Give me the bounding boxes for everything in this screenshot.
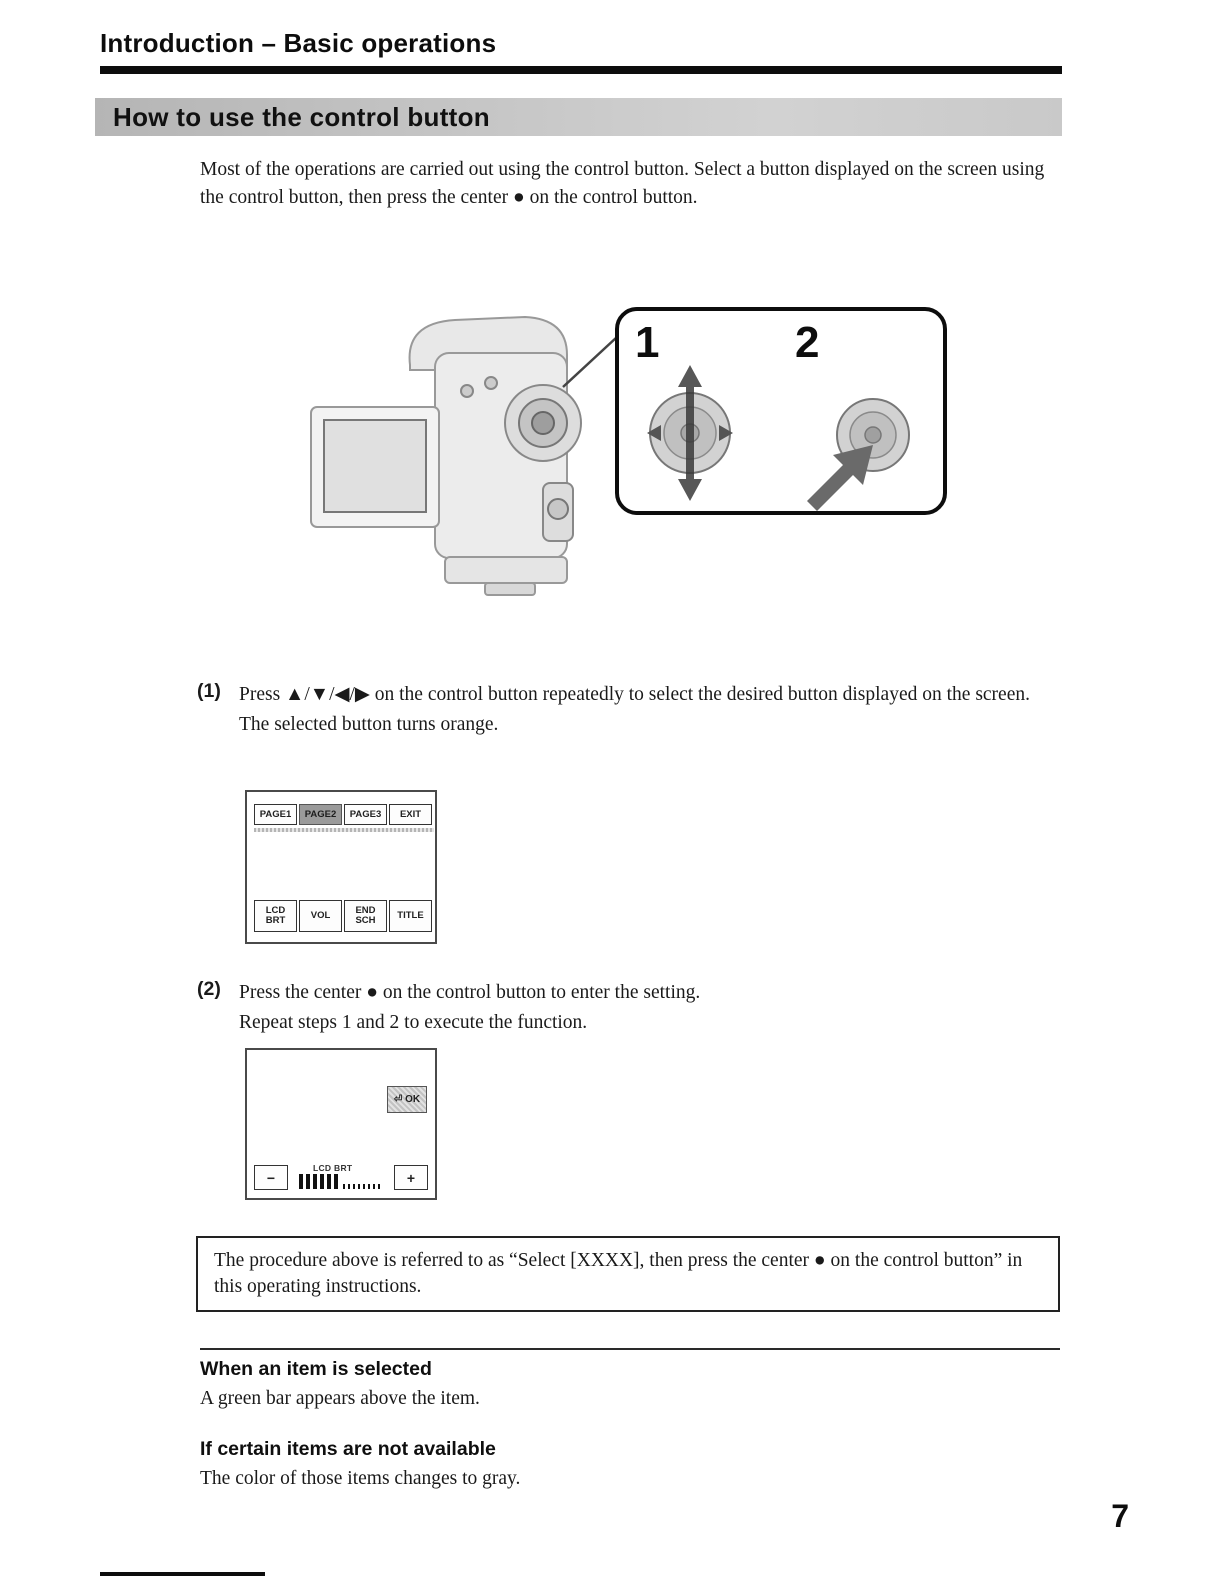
page1-button: PAGE1 [254,804,297,825]
meter-bars [299,1174,383,1189]
procedure-note-box: The procedure above is referred to as “Select [XXXX], then press the center ● on the control button” in this operating instructions. [196,1236,1060,1312]
camcorder-illustration [295,295,955,605]
step-2 [197,978,1059,1038]
step-1-text: Press ▲/▼/◀/▶ on the control button repeatedly to select the desired button displayed on the screen. [239,684,1030,705]
mockup2-adjust-row [254,1154,428,1190]
mockup1-top-row [254,804,432,825]
exit-button: EXIT [389,804,432,825]
end-sch-button: END SCH [344,900,387,932]
intro-paragraph: Most of the operations are carried out using the control button. Select a button displayed on the screen using the control button, then press the center ● on the control button. [200,159,1045,208]
step-1-number: (1) [197,680,221,702]
figure-step2-number: 2 [795,318,820,367]
camcorder-figure [295,295,955,605]
section-heading-bar [95,98,1062,136]
page2-button-selected: PAGE2 [299,804,342,825]
unavailable-text: The color of those items changes to gray. [200,1468,521,1489]
meter-bars-filled [299,1174,341,1189]
ok-button: ⏎ OK [387,1086,427,1113]
meter-label: LCD BRT [313,1163,353,1173]
mockup1-bottom-row [254,900,432,932]
mockup1-divider [254,828,434,832]
selected-heading: When an item is selected [200,1358,432,1380]
selected-text: A green bar appears above the item. [200,1388,480,1409]
unavailable-heading: If certain items are not available [200,1438,496,1460]
step-1 [197,680,1059,740]
page3-button: PAGE3 [344,804,387,825]
header-rule [100,66,1062,74]
step-2-number: (2) [197,978,221,1000]
page-number: 7 [1111,1498,1129,1534]
page-header-title: Introduction – Basic operations [100,28,497,58]
divider-rule [200,1348,1060,1350]
step-2-note: Repeat steps 1 and 2 to execute the function. [239,1012,588,1033]
title-button: TITLE [389,900,432,932]
step-1-note: The selected button turns orange. [239,714,499,735]
brightness-meter [299,1163,383,1189]
figure-step1-number: 1 [635,318,660,367]
section-heading-text: How to use the control button [113,101,490,132]
meter-bars-empty [343,1184,383,1189]
plus-button: + [394,1165,428,1190]
vol-button: VOL [299,900,342,932]
minus-button: − [254,1165,288,1190]
footer-mark [100,1572,265,1576]
screen-mockup-pages [245,790,437,944]
lcd-brt-button: LCD BRT [254,900,297,932]
step-2-text: Press the center ● on the control button to enter the setting. [239,982,701,1003]
screen-mockup-lcd-brt [245,1048,437,1200]
